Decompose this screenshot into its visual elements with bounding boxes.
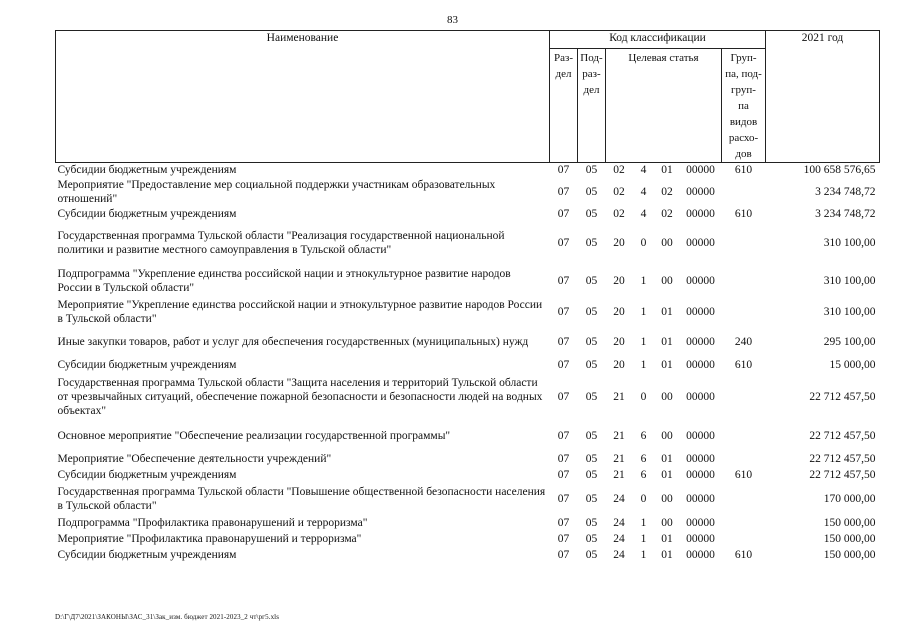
row-razdel: 07 xyxy=(557,186,570,198)
row-target-subprogram: 0 xyxy=(640,237,647,249)
row-target-direction: 00000 xyxy=(686,469,715,481)
row-podrazdel: 05 xyxy=(585,469,598,481)
row-amount: 22 712 457,50 xyxy=(809,430,876,442)
row-podrazdel: 05 xyxy=(585,275,598,287)
row-target-subprogram: 4 xyxy=(640,208,647,220)
row-target-direction: 00000 xyxy=(686,208,715,220)
row-podrazdel: 05 xyxy=(585,336,598,348)
table-row xyxy=(56,515,880,531)
row-target-event: 00 xyxy=(661,493,673,505)
row-target-event: 00 xyxy=(661,517,673,529)
row-razdel: 07 xyxy=(557,549,570,561)
row-target-direction: 00000 xyxy=(686,391,715,403)
table-row xyxy=(56,467,880,483)
row-amount: 310 100,00 xyxy=(823,306,876,318)
row-expense-group: 610 xyxy=(734,549,753,561)
row-expense-group xyxy=(722,221,766,265)
row-expense-group xyxy=(722,421,766,451)
row-target-direction: 00000 xyxy=(686,359,715,371)
row-razdel: 07 xyxy=(557,533,570,545)
row-target-direction: 00000 xyxy=(686,186,715,198)
row-target-event: 01 xyxy=(661,359,673,371)
header-razdel: Раз- дел xyxy=(550,49,578,163)
row-razdel: 07 xyxy=(557,430,570,442)
row-target-direction: 00000 xyxy=(686,517,715,529)
row-name: Подпрограмма "Профилактика правонарушений и терроризма" xyxy=(57,517,368,529)
row-amount: 150 000,00 xyxy=(823,549,876,561)
row-razdel: 07 xyxy=(557,359,570,371)
page-number: 83 xyxy=(447,14,458,26)
row-name: Мероприятие "Укрепление единства российской нации и этнокультурное развитие народов России в Тульской области" xyxy=(57,299,543,325)
table-row xyxy=(56,547,880,563)
row-target-direction: 00000 xyxy=(686,549,715,561)
row-target-subprogram: 1 xyxy=(640,306,647,318)
row-expense-group: 610 xyxy=(734,359,753,371)
row-target-program: 24 xyxy=(613,533,625,545)
row-target-subprogram: 1 xyxy=(640,533,647,545)
row-name: Субсидии бюджетным учреждениям xyxy=(57,208,237,220)
table-row xyxy=(56,531,880,547)
row-podrazdel: 05 xyxy=(585,237,598,249)
row-name: Субсидии бюджетным учреждениям xyxy=(57,164,237,176)
row-target-program: 20 xyxy=(613,275,625,287)
row-amount: 22 712 457,50 xyxy=(809,391,876,403)
row-name: Иные закупки товаров, работ и услуг для обеспечения государственных (муниципальных) нужд xyxy=(57,336,529,348)
row-target-subprogram: 1 xyxy=(640,517,647,529)
row-target-event: 01 xyxy=(661,533,673,545)
row-expense-group xyxy=(722,265,766,297)
row-podrazdel: 05 xyxy=(585,493,598,505)
row-target-direction: 00000 xyxy=(686,533,715,545)
row-amount: 3 234 748,72 xyxy=(815,208,876,220)
row-razdel: 07 xyxy=(557,493,570,505)
header-target: Целевая статья xyxy=(606,49,722,163)
row-amount: 150 000,00 xyxy=(823,533,876,545)
row-amount: 150 000,00 xyxy=(823,517,876,529)
table-row xyxy=(56,207,880,221)
header-group: Груп- па, под- груп- па видов расхо- дов xyxy=(722,49,766,163)
table-row xyxy=(56,297,880,327)
footer-file-path: D:\Г\Д7\2021\ЗАКОНЫ\ЗАС_31\Зак_изм. бюджет 2021-2023_2 чт\рг5.xls xyxy=(55,613,280,621)
row-target-direction: 00000 xyxy=(686,275,715,287)
row-amount: 3 234 748,72 xyxy=(815,186,876,198)
row-expense-group: 240 xyxy=(734,336,753,348)
row-target-direction: 00000 xyxy=(686,164,715,176)
row-target-event: 01 xyxy=(661,453,673,465)
row-podrazdel: 05 xyxy=(585,430,598,442)
row-target-program: 20 xyxy=(613,306,625,318)
row-podrazdel: 05 xyxy=(585,359,598,371)
table-row xyxy=(56,357,880,373)
row-razdel: 07 xyxy=(557,453,570,465)
row-target-direction: 00000 xyxy=(686,336,715,348)
row-target-program: 20 xyxy=(613,359,625,371)
table-row xyxy=(56,451,880,467)
row-target-program: 24 xyxy=(613,493,625,505)
row-target-direction: 00000 xyxy=(686,453,715,465)
header-code: Код классификации xyxy=(550,31,766,49)
row-amount: 15 000,00 xyxy=(829,359,876,371)
row-target-event: 01 xyxy=(661,306,673,318)
row-expense-group xyxy=(722,373,766,421)
row-target-program: 24 xyxy=(613,549,625,561)
table-row xyxy=(56,373,880,421)
row-podrazdel: 05 xyxy=(585,306,598,318)
table-row xyxy=(56,483,880,515)
row-target-program: 20 xyxy=(613,336,625,348)
row-podrazdel: 05 xyxy=(585,186,598,198)
row-expense-group xyxy=(722,483,766,515)
row-name: Мероприятие "Обеспечение деятельности учреждений" xyxy=(57,453,332,465)
row-podrazdel: 05 xyxy=(585,533,598,545)
row-expense-group xyxy=(722,451,766,467)
table-row xyxy=(56,163,880,178)
row-expense-group xyxy=(722,177,766,207)
row-razdel: 07 xyxy=(557,275,570,287)
table-row xyxy=(56,327,880,357)
row-razdel: 07 xyxy=(557,336,570,348)
row-name: Субсидии бюджетным учреждениям xyxy=(57,469,237,481)
row-target-program: 20 xyxy=(613,237,625,249)
row-target-subprogram: 1 xyxy=(640,336,647,348)
row-target-direction: 00000 xyxy=(686,237,715,249)
row-amount: 100 658 576,65 xyxy=(803,164,876,176)
row-razdel: 07 xyxy=(557,164,570,176)
row-target-event: 00 xyxy=(661,237,673,249)
row-podrazdel: 05 xyxy=(585,549,598,561)
row-name: Подпрограмма "Укрепление единства российской нации и этнокультурное развитие народов России в Тульской области" xyxy=(57,268,511,294)
row-name: Государственная программа Тульской области "Защита населения и территорий Тульской области от чрезвычайных ситуаций, обеспечение пожарной безопасности и безопасности людей на водных объектах" xyxy=(57,377,543,417)
row-expense-group xyxy=(722,297,766,327)
row-target-direction: 00000 xyxy=(686,306,715,318)
row-razdel: 07 xyxy=(557,306,570,318)
row-target-event: 01 xyxy=(661,469,673,481)
row-amount: 310 100,00 xyxy=(823,237,876,249)
row-target-subprogram: 1 xyxy=(640,359,647,371)
row-expense-group: 610 xyxy=(734,164,753,176)
row-razdel: 07 xyxy=(557,237,570,249)
row-target-program: 21 xyxy=(613,430,625,442)
row-target-direction: 00000 xyxy=(686,493,715,505)
row-target-program: 21 xyxy=(613,469,625,481)
row-name: Мероприятие "Профилактика правонарушений и терроризма" xyxy=(57,533,362,545)
row-podrazdel: 05 xyxy=(585,391,598,403)
row-target-subprogram: 6 xyxy=(640,430,647,442)
row-target-subprogram: 0 xyxy=(640,391,647,403)
header-name: Наименование xyxy=(56,31,550,163)
row-target-subprogram: 4 xyxy=(640,186,647,198)
header-podrazdel: Под- раз- дел xyxy=(578,49,606,163)
row-razdel: 07 xyxy=(557,391,570,403)
row-name: Основное мероприятие "Обеспечение реализации государственной программы" xyxy=(57,430,451,442)
row-amount: 310 100,00 xyxy=(823,275,876,287)
row-target-program: 21 xyxy=(613,453,625,465)
row-name: Государственная программа Тульской области "Реализация государственной национальной политики и развитие местного самоуправления в Тульской области" xyxy=(57,230,505,256)
row-target-event: 01 xyxy=(661,336,673,348)
table-row xyxy=(56,177,880,207)
row-target-program: 02 xyxy=(613,208,625,220)
budget-table xyxy=(55,30,880,563)
row-target-event: 00 xyxy=(661,275,673,287)
row-amount: 170 000,00 xyxy=(823,493,876,505)
row-razdel: 07 xyxy=(557,517,570,529)
row-razdel: 07 xyxy=(557,208,570,220)
row-target-event: 01 xyxy=(661,549,673,561)
row-target-event: 00 xyxy=(661,430,673,442)
row-target-program: 02 xyxy=(613,164,625,176)
row-expense-group xyxy=(722,515,766,531)
row-target-program: 02 xyxy=(613,186,625,198)
table-row xyxy=(56,421,880,451)
row-name: Государственная программа Тульской области "Повышение общественной безопасности населения в Тульской области" xyxy=(57,486,546,512)
row-podrazdel: 05 xyxy=(585,453,598,465)
row-expense-group xyxy=(722,531,766,547)
table-row xyxy=(56,221,880,265)
row-razdel: 07 xyxy=(557,469,570,481)
row-target-subprogram: 0 xyxy=(640,493,647,505)
row-target-event: 00 xyxy=(661,391,673,403)
row-target-event: 02 xyxy=(661,186,673,198)
row-name: Субсидии бюджетным учреждениям xyxy=(57,359,237,371)
row-amount: 295 100,00 xyxy=(823,336,876,348)
row-expense-group: 610 xyxy=(734,208,753,220)
row-target-program: 21 xyxy=(613,391,625,403)
row-target-subprogram: 6 xyxy=(640,453,647,465)
row-target-program: 24 xyxy=(613,517,625,529)
row-target-event: 01 xyxy=(661,164,673,176)
row-amount: 22 712 457,50 xyxy=(809,469,876,481)
row-podrazdel: 05 xyxy=(585,164,598,176)
row-target-direction: 00000 xyxy=(686,430,715,442)
row-target-subprogram: 1 xyxy=(640,549,647,561)
row-amount: 22 712 457,50 xyxy=(809,453,876,465)
row-target-subprogram: 1 xyxy=(640,275,647,287)
row-name: Мероприятие "Предоставление мер социальной поддержки участникам образовательных отношений" xyxy=(57,179,496,205)
table-row xyxy=(56,265,880,297)
row-target-event: 02 xyxy=(661,208,673,220)
row-name: Субсидии бюджетным учреждениям xyxy=(57,549,237,561)
row-target-subprogram: 4 xyxy=(640,164,647,176)
header-year: 2021 год xyxy=(766,31,880,163)
row-podrazdel: 05 xyxy=(585,517,598,529)
row-expense-group: 610 xyxy=(734,469,753,481)
row-podrazdel: 05 xyxy=(585,208,598,220)
row-target-subprogram: 6 xyxy=(640,469,647,481)
